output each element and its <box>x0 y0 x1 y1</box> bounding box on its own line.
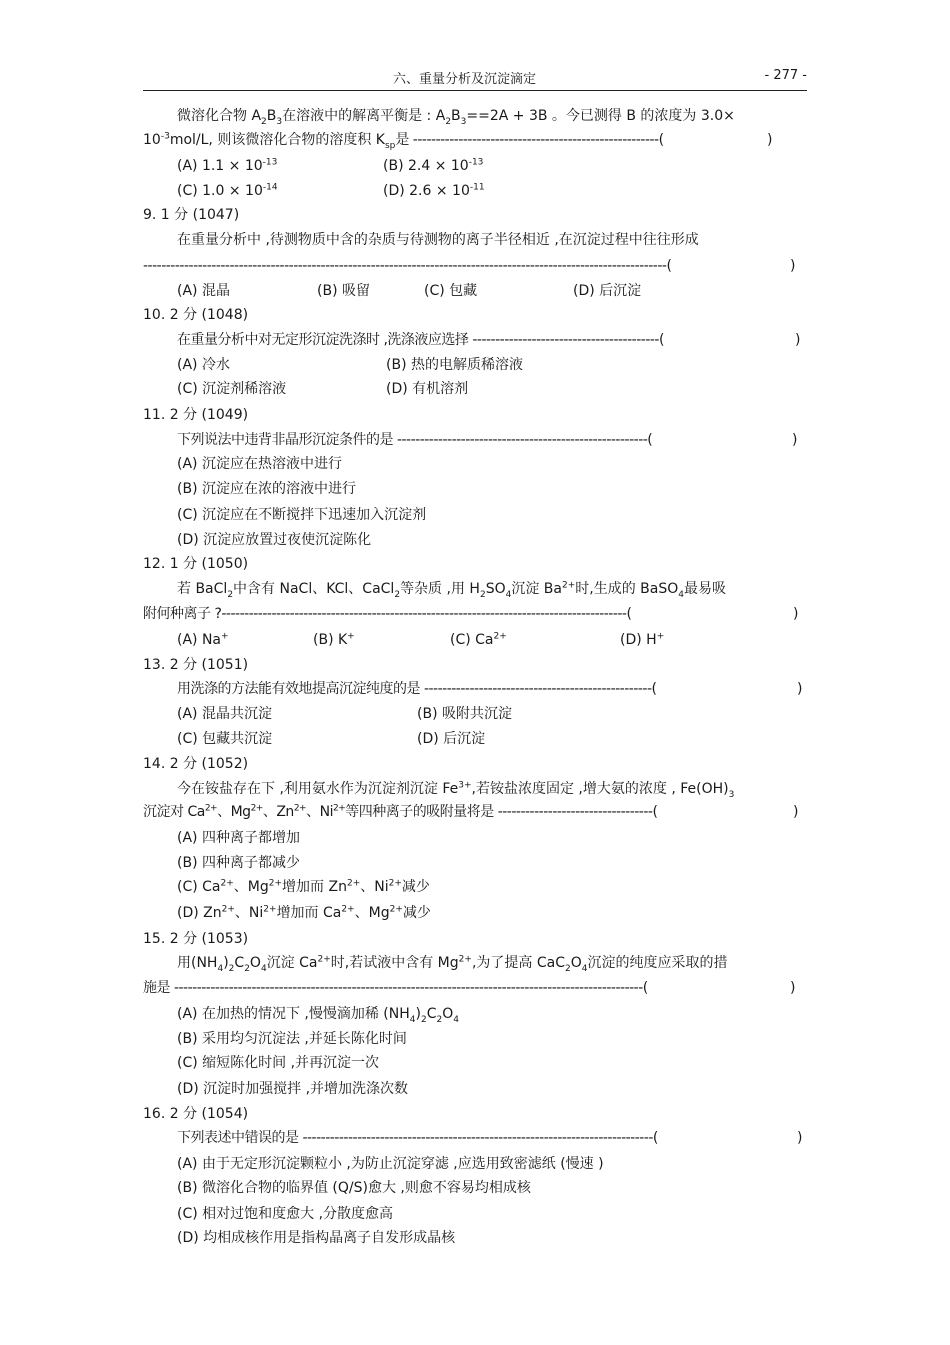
q10-option-b: (B) 热的电解质稀溶液 <box>386 357 523 373</box>
q11-heading: 11. 2 分 (1049) <box>143 407 249 423</box>
q11-option-b: (B) 沉淀应在浓的溶液中进行 <box>177 481 356 497</box>
q16-stem: 下列表述中错误的是 -----------------------------------------------------------------------------( <box>177 1130 658 1146</box>
header-title: 六、重量分析及沉淀滴定 <box>393 72 537 87</box>
q9-answer-paren: ) <box>790 258 796 274</box>
q9-option-b: (B) 吸留 <box>317 283 370 299</box>
q10-option-d: (D) 有机溶剂 <box>386 381 469 397</box>
q10-option-c: (C) 沉淀剂稀溶液 <box>177 381 287 397</box>
q15-option-c: (C) 缩短陈化时间 ,并再沉淀一次 <box>177 1055 380 1071</box>
q8-option-a: (A) $1.1 \times 10^{-13}$ <box>177 157 278 174</box>
q15-stem-line1: 用$(NH_4)_2C_2O_4$沉淀 $Ca^{2+}$时,若试液中含有 $Mg^{2+}$,为了提高 $CaC_2O_4$沉淀的纯度应采取的措 <box>177 954 728 974</box>
q13-heading: 13. 2 分 (1051) <box>143 657 249 673</box>
q13-option-d: (D) 后沉淀 <box>417 731 486 747</box>
q16-heading: 16. 2 分 (1054) <box>143 1106 249 1122</box>
q15-option-d: (D) 沉淀时加强搅拌 ,并增加洗涤次数 <box>177 1081 409 1097</box>
q12-answer-paren: ) <box>793 606 799 622</box>
q12-option-b: (B) K+ <box>313 631 355 648</box>
q13-option-a: (A) 混晶共沉淀 <box>177 706 272 722</box>
q12-option-a: (A) Na+ <box>177 631 229 648</box>
header-page-number: - 277 - <box>764 68 807 83</box>
q11-option-c: (C) 沉淀应在不断搅拌下迅速加入沉淀剂 <box>177 507 427 523</box>
q8-answer-paren: ) <box>767 132 773 148</box>
q11-answer-paren: ) <box>792 432 798 448</box>
q13-option-b: (B) 吸附共沉淀 <box>417 706 512 722</box>
q14-stem-line2: 沉淀对 $Ca^{2+}$、$Mg^{2+}$、$Zn^{2+}$、$Ni^{2+}$等四种离子的吸附量将是 ----------------------------------( <box>143 803 658 820</box>
q11-stem: 下列说法中违背非晶形沉淀条件的是 -------------------------------------------------------( <box>177 432 653 448</box>
q14-option-b: (B) 四种离子都减少 <box>177 855 300 871</box>
q16-option-b: (B) 微溶化合物的临界值 (Q/S)愈大 ,则愈不容易均相成核 <box>177 1180 531 1196</box>
q12-option-c: (C) $Ca^{2+}$ <box>450 631 507 648</box>
q14-option-a: (A) 四种离子都增加 <box>177 830 300 846</box>
q12-heading: 12. 1 分 (1050) <box>143 556 249 572</box>
q9-option-a: (A) 混晶 <box>177 283 230 299</box>
q16-option-a: (A) 由于无定形沉淀颗粒小 ,为防止沉淀穿滤 ,应选用致密滤纸 (慢速 ) <box>177 1156 604 1172</box>
q11-option-a: (A) 沉淀应在热溶液中进行 <box>177 456 342 472</box>
q8-stem-line2: $10^{-3}mol/L$, 则该微溶化合物的溶度积 $K_{sp}$是 ------------------------------------------------------( <box>143 131 664 151</box>
q14-option-d: (D) $Zn^{2+}$、$Ni^{2+}$增加而 $Ca^{2+}$、$Mg^{2+}$减少 <box>177 904 431 921</box>
q9-dash-line: -------------------------------------------------------------------------------------------------------------------( <box>143 258 672 274</box>
q15-answer-paren: ) <box>790 980 796 996</box>
q14-stem-line1: 今在铵盐存在下 ,利用氨水作为沉淀剂沉淀 $Fe^{3+}$,若铵盐浓度固定 ,增大氨的浓度 , $Fe(OH)_3$ <box>177 780 735 800</box>
q11-option-d: (D) 沉淀应放置过夜使沉淀陈化 <box>177 532 372 548</box>
q16-option-c: (C) 相对过饱和度愈大 ,分散度愈高 <box>177 1206 394 1222</box>
q10-option-a: (A) 冷水 <box>177 357 230 373</box>
q8-option-d: (D) $2.6 \times 10^{-11}$ <box>383 182 485 199</box>
q10-answer-paren: ) <box>795 332 801 348</box>
q16-option-d: (D) 均相成核作用是指构晶离子自发形成晶核 <box>177 1230 456 1246</box>
q14-heading: 14. 2 分 (1052) <box>143 756 249 772</box>
q15-stem-line2: 施是 -------------------------------------------------------------------------------------------------------( <box>143 980 648 996</box>
page-header <box>143 68 807 90</box>
q10-stem: 在重量分析中对无定形沉淀洗涤时 ,洗涤液应选择 -----------------------------------------( <box>177 332 664 348</box>
q12-stem-line1: 若 BaCl$_2$中含有 NaCl、KCl、CaCl$_2$等杂质 ,用 $H_2SO_4$沉淀 $Ba^{2+}$时,生成的 BaSO$_4$最易吸 <box>177 580 726 600</box>
q14-option-c: (C) $Ca^{2+}$、$Mg^{2+}$增加而 $Zn^{2+}$、$Ni^{2+}$减少 <box>177 878 430 895</box>
q12-stem-line2: 附何种离子 ?-----------------------------------------------------------------------------------------( <box>143 606 632 622</box>
q9-option-c: (C) 包藏 <box>424 283 478 299</box>
q15-option-b: (B) 采用均匀沉淀法 ,并延长陈化时间 <box>177 1031 407 1047</box>
q13-stem: 用洗涤的方法能有效地提高沉淀纯度的是 --------------------------------------------------( <box>177 681 657 697</box>
q8-stem-line1: 微溶化合物 $A_2B_3$在溶液中的解离平衡是 : $A_2B_3==2A + 3B$ 。今已测得 B 的浓度为 3.0× <box>177 108 735 127</box>
q9-heading: 9. 1 分 (1047) <box>143 207 240 223</box>
q9-option-d: (D) 后沉淀 <box>573 283 642 299</box>
q15-heading: 15. 2 分 (1053) <box>143 931 249 947</box>
q14-answer-paren: ) <box>793 804 799 820</box>
header-rule <box>143 90 807 91</box>
q9-stem: 在重量分析中 ,待测物质中含的杂质与待测物的离子半径相近 ,在沉淀过程中往往形成 <box>177 232 699 248</box>
q12-option-d: (D) H+ <box>620 631 665 648</box>
q8-option-c: (C) $1.0 \times 10^{-14}$ <box>177 182 278 199</box>
q16-answer-paren: ) <box>797 1130 803 1146</box>
q15-option-a: (A) 在加热的情况下 ,慢慢滴加稀 $(NH_4)_2C_2O_4$ <box>177 1006 459 1025</box>
q8-option-b: (B) $2.4 \times 10^{-13}$ <box>383 157 484 174</box>
q13-option-c: (C) 包藏共沉淀 <box>177 731 273 747</box>
q10-heading: 10. 2 分 (1048) <box>143 307 249 323</box>
q13-answer-paren: ) <box>797 681 803 697</box>
